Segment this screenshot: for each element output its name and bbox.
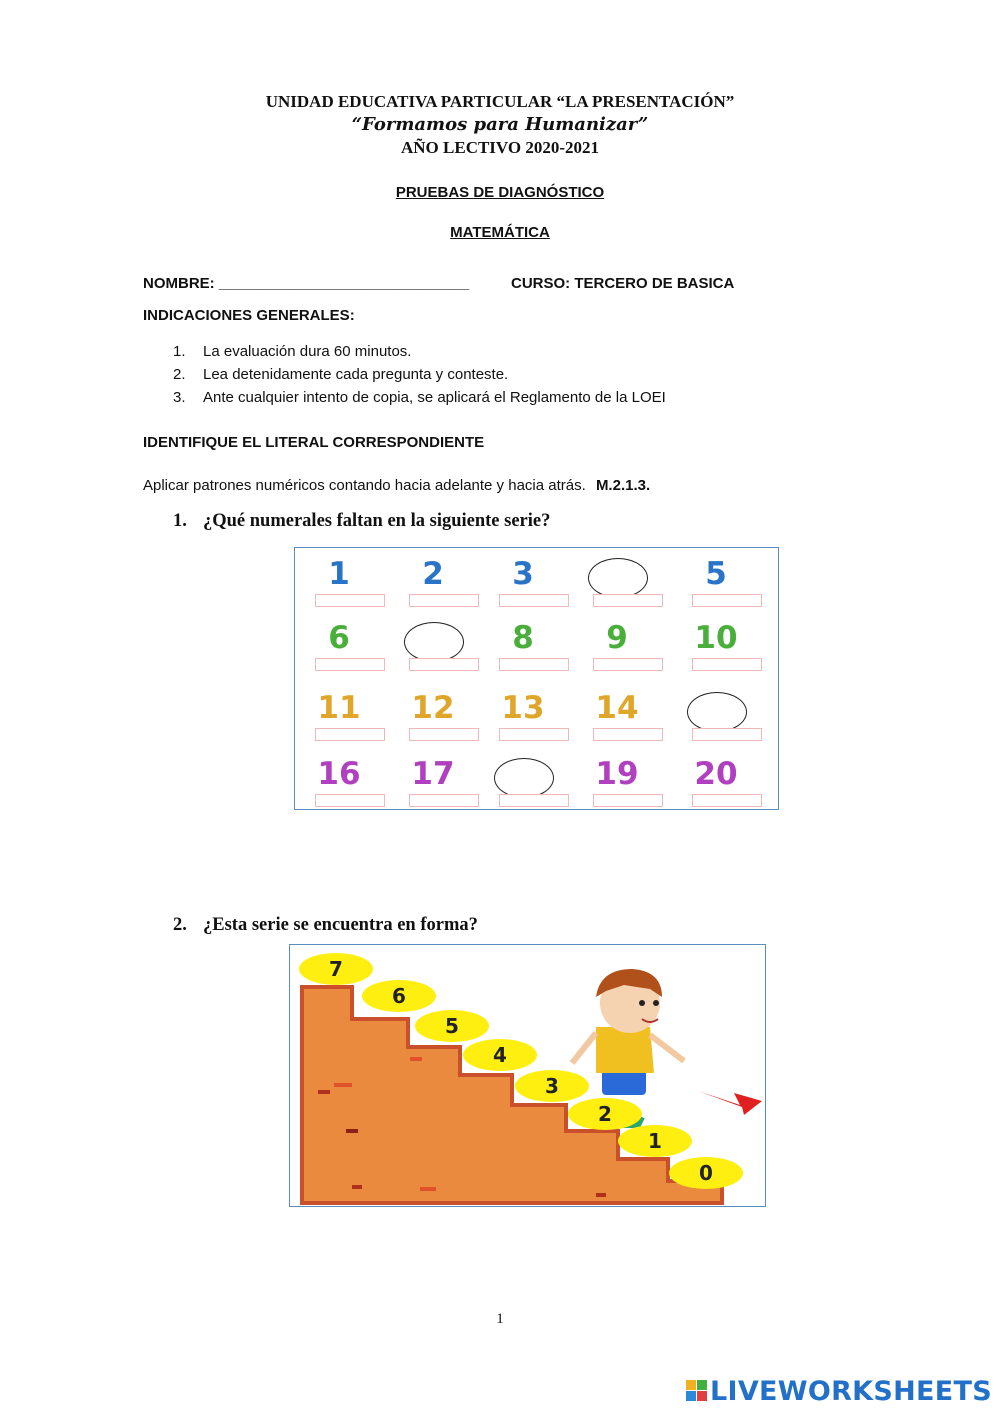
answer-box[interactable] [409,658,479,671]
instruction-number: 2. [173,366,186,383]
series-number: 13 [501,690,545,726]
answer-box[interactable] [593,794,663,807]
brick [420,1187,436,1191]
boy-shirt [596,1027,654,1073]
series-number: 2 [422,556,444,592]
missing-number-circle[interactable] [588,558,648,598]
brick [352,1185,362,1189]
series-number: 12 [411,690,455,726]
missing-number-circle[interactable] [404,622,464,662]
name-label [143,275,469,292]
answer-box[interactable] [409,594,479,607]
skill-text: Aplicar patrones numéricos contando hacia adelante y hacia atrás. [143,477,586,494]
question-text: ¿Qué numerales faltan en la siguiente serie? [203,511,551,531]
instruction-item-1 [173,343,411,360]
answer-box[interactable] [692,794,762,807]
step-disc [669,1157,743,1189]
missing-number-circle[interactable] [494,758,554,798]
series-number: 19 [595,756,639,792]
step-label: 4 [493,1043,507,1067]
missing-number-circle[interactable] [687,692,747,732]
series-number: 1 [328,556,350,592]
answer-box[interactable] [315,594,385,607]
answer-box[interactable] [499,594,569,607]
instruction-text: Lea detenidamente cada pregunta y conteste. [203,366,509,383]
answer-box[interactable] [692,594,762,607]
instruction-text: Ante cualquier intento de copia, se aplicará el Reglamento de la LOEI [203,389,666,406]
boy-eye [653,1000,659,1006]
question-number: 2. [173,915,187,935]
step-disc [463,1039,537,1071]
boy-arm [572,1033,596,1063]
instruction-number: 3. [173,389,186,406]
series-number: 20 [694,756,738,792]
institution-name: UNIDAD EDUCATIVA PARTICULAR “LA PRESENTACIÓN” [265,92,735,111]
step-disc [515,1070,589,1102]
question-number: 1. [173,511,187,531]
series-number: 16 [317,756,361,792]
page-number: 1 [496,1311,504,1327]
answer-box[interactable] [409,794,479,807]
series-number: 5 [705,556,727,592]
series-number: 8 [512,620,534,656]
series-number: 14 [595,690,639,726]
instruction-number: 1. [173,343,186,360]
series-number: 11 [317,690,361,726]
series-number: 6 [328,620,350,656]
school-motto: “Formamos para Humanizar” [351,114,649,135]
answer-box[interactable] [593,658,663,671]
step-label: 3 [545,1074,559,1098]
step-label: 1 [648,1129,662,1153]
test-title: PRUEBAS DE DIAGNÓSTICO [395,184,605,201]
boy-eye [639,1000,645,1006]
answer-box[interactable] [499,728,569,741]
number-series-grid [294,547,779,810]
instructions-heading: INDICACIONES GENERALES: [143,307,355,324]
school-year: AÑO LECTIVO 2020-2021 [400,138,599,157]
series-number: 3 [512,556,534,592]
step-label: 6 [392,984,406,1008]
staircase [302,987,722,1203]
series-number: 10 [694,620,738,656]
answer-box[interactable] [315,794,385,807]
series-number: 17 [411,756,455,792]
step-disc [568,1098,642,1130]
answer-box[interactable] [499,658,569,671]
brand-cube-icon [686,1380,708,1402]
boy-arm [650,1035,684,1061]
question-2 [173,915,478,936]
question-text: ¿Esta serie se encuentra en forma? [203,915,478,935]
answer-box[interactable] [315,728,385,741]
skill-code: M.2.1.3. [595,477,651,494]
step-disc [415,1010,489,1042]
answer-box[interactable] [315,658,385,671]
answer-box[interactable] [409,728,479,741]
step-label: 5 [445,1014,459,1038]
step-disc [299,953,373,985]
course-label: CURSO: TERCERO DE BASICA [511,275,735,292]
answer-box[interactable] [692,728,762,741]
brand-text: LIVEWORKSHEETS [709,1376,992,1407]
step-disc [362,980,436,1012]
instruction-item-3 [173,389,666,406]
brick [596,1193,606,1197]
brick [346,1129,358,1133]
answer-box[interactable] [499,794,569,807]
brand-logo [686,1376,992,1407]
stairs-illustration [289,944,766,1207]
instruction-item-2 [173,366,508,383]
step-label: 0 [699,1161,713,1185]
series-number: 9 [606,620,628,656]
name-label-text: NOMBRE: [143,275,215,292]
question-1 [173,511,550,532]
skill-line [143,477,650,494]
step-disc [618,1125,692,1157]
step-label: 2 [598,1102,612,1126]
brick [318,1090,330,1094]
section-heading: IDENTIFIQUE EL LITERAL CORRESPONDIENTE [143,434,485,451]
answer-box[interactable] [692,658,762,671]
brick [334,1083,352,1087]
arrow-right-icon [698,1091,762,1115]
subject-title: MATEMÁTICA [450,224,550,241]
answer-box[interactable] [593,594,663,607]
stairs-svg [290,945,765,1206]
brick [410,1057,422,1061]
answer-box[interactable] [593,728,663,741]
step-label: 7 [329,957,343,981]
instruction-text: La evaluación dura 60 minutos. [203,343,412,360]
name-input-line[interactable]: ______________________________ [218,275,470,292]
